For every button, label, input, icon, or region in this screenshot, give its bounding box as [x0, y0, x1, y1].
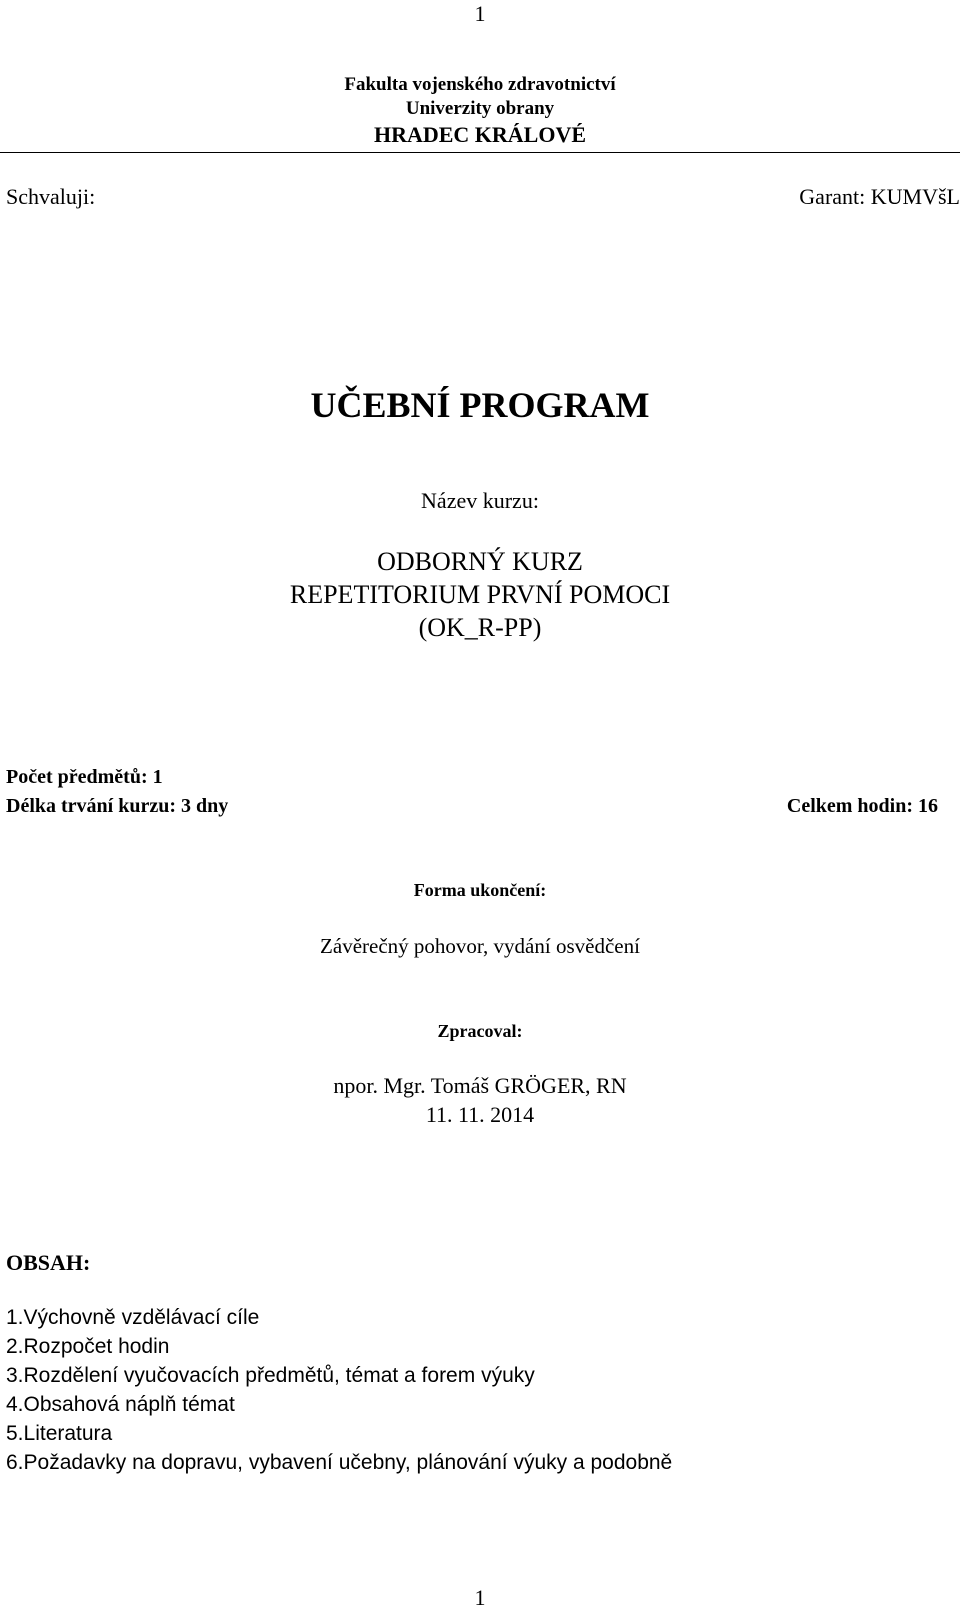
contents-item: 1.Výchovně vzdělávací cíle [6, 1306, 260, 1329]
course-name-label: Název kurzu: [421, 488, 539, 513]
page-number-bottom: 1 [474, 1585, 486, 1610]
approve-label: Schvaluji: [6, 184, 96, 209]
course-code: (OK_R-PP) [418, 613, 542, 642]
completion-form-value: Závěrečný pohovor, vydání osvědčení [320, 934, 640, 958]
page-number-top: 1 [474, 1, 486, 26]
university-name: Univerzity obrany [405, 98, 555, 119]
contents-item: 5.Literatura [6, 1422, 113, 1445]
course-name-line-1: ODBORNÝ KURZ [377, 547, 583, 576]
course-name-line-2: REPETITORIUM PRVNÍ POMOCI [289, 580, 671, 609]
contents-title: OBSAH: [6, 1250, 91, 1275]
author-name: npor. Mgr. Tomáš GRÖGER, RN [333, 1073, 627, 1098]
contents-item: 3.Rozdělení vyučovacích předmětů, témat a forem výuky [6, 1364, 535, 1387]
course-duration: Délka trvání kurzu: 3 dny [6, 795, 229, 817]
guarantor-label: Garant: KUMVšL [799, 184, 960, 209]
faculty-name: Fakulta vojenského zdravotnictví [344, 74, 616, 95]
contents-item: 4.Obsahová náplň témat [6, 1393, 235, 1416]
subject-count: Počet předmětů: 1 [6, 766, 163, 788]
contents-item: 6.Požadavky na dopravu, vybavení učebny, plánování výuky a podobně [6, 1451, 673, 1474]
prepared-by-label: Zpracoval: [437, 1021, 523, 1041]
city-name: HRADEC KRÁLOVÉ [373, 122, 587, 147]
prepared-date: 11. 11. 2014 [425, 1102, 535, 1127]
document-title: UČEBNÍ PROGRAM [310, 385, 650, 425]
contents-item: 2.Rozpočet hodin [6, 1335, 170, 1358]
header-divider [0, 152, 960, 153]
total-hours: Celkem hodin: 16 [786, 795, 938, 817]
completion-form-label: Forma ukončení: [413, 880, 547, 900]
